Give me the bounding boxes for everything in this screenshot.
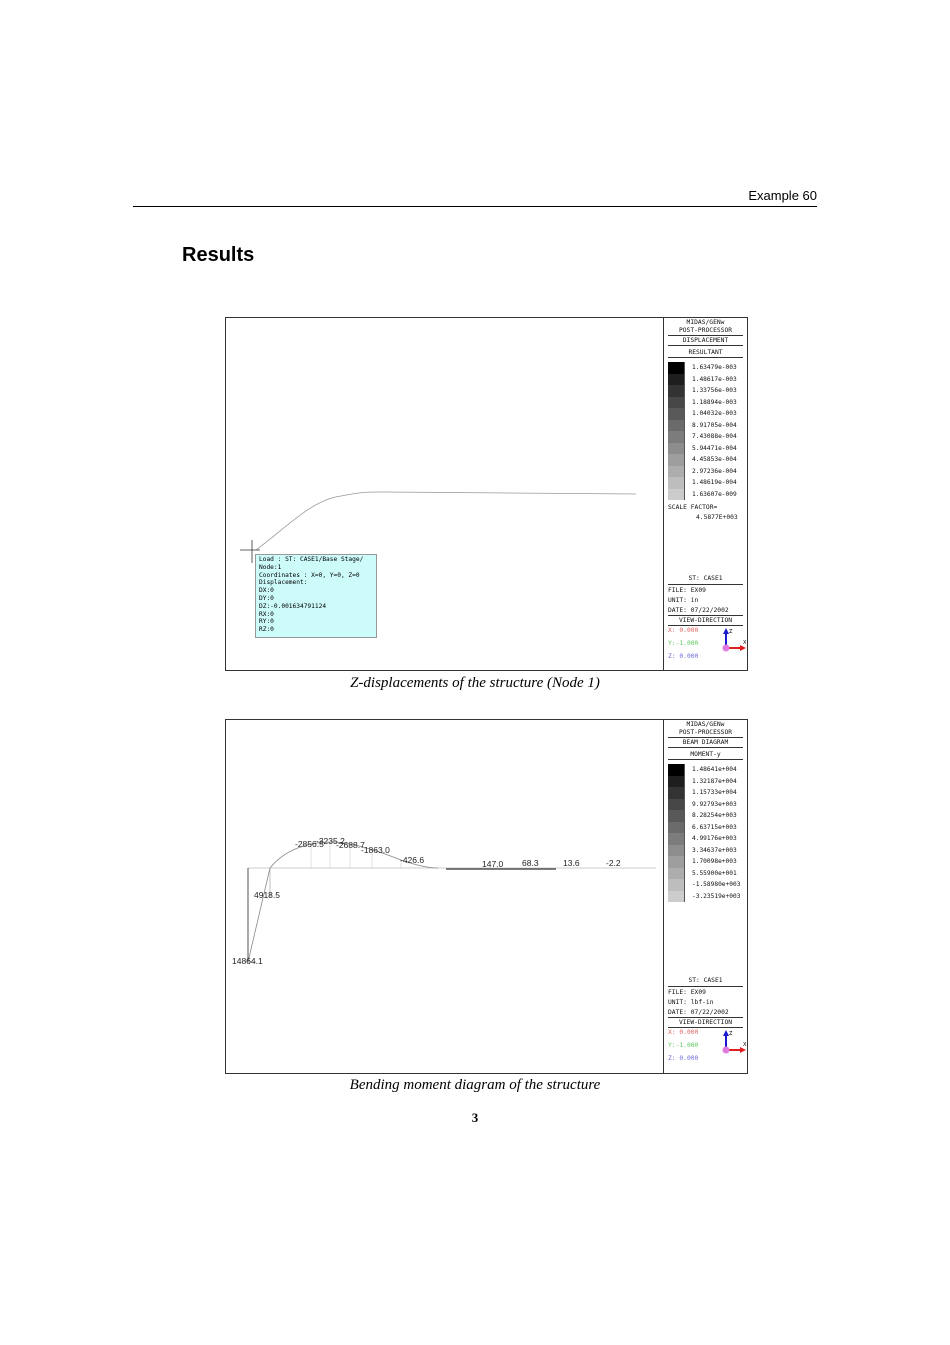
panel-rule [668, 737, 743, 738]
program-module: POST-PROCESSOR [678, 729, 733, 736]
legend-row [668, 431, 746, 443]
program-module: POST-PROCESSOR [678, 327, 733, 334]
legend-swatch [668, 845, 685, 857]
legend-row [668, 477, 746, 489]
deformed-shape-curve [256, 492, 636, 550]
moment-label: 4918.5 [254, 890, 280, 900]
moment-label: 68.3 [522, 858, 539, 868]
legend-value: 1.63479e-003 [692, 364, 737, 371]
result-type: DISPLACEMENT [682, 337, 729, 344]
legend-value: 1.48617e-003 [692, 375, 737, 383]
tooltip-line: RY:0 [259, 618, 274, 626]
result-legend-panel [663, 318, 747, 670]
legend-swatch [668, 385, 685, 397]
stage-label: ST: CASE1 [688, 977, 723, 984]
legend-swatch [668, 787, 685, 799]
legend-swatch [668, 833, 685, 845]
view-z: Z: 0.000 [668, 1055, 699, 1062]
legend-value: 6.63715e+003 [692, 823, 737, 831]
panel-rule [668, 584, 743, 585]
legend-row [668, 397, 746, 409]
legend-swatch [668, 891, 685, 903]
legend-swatch [668, 810, 685, 822]
panel-rule [668, 357, 743, 358]
file-label: FILE: EX09 [668, 587, 706, 594]
legend-value: 8.28254e+003 [692, 812, 737, 819]
axis-triad-icon [720, 1028, 748, 1056]
unit-label: UNIT: lbf-in [668, 999, 714, 1006]
legend-row [668, 799, 746, 811]
panel-rule [668, 986, 743, 987]
legend-value: 5.55900e+001 [692, 869, 737, 877]
legend-value: 8.91705e-004 [692, 421, 737, 429]
axis-triad-icon [720, 626, 748, 654]
legend-value: 9.92793e+003 [692, 800, 737, 808]
view-x: X: 0.000 [668, 627, 699, 634]
result-component: MOMENT-y [690, 751, 721, 758]
legend-value: -1.58980e+003 [692, 881, 741, 888]
moment-label: -1863.0 [361, 845, 390, 855]
legend-value: 1.33756e-003 [692, 387, 737, 394]
moment-label: 13.6 [563, 858, 580, 868]
result-legend-panel [663, 720, 747, 1073]
date-label: DATE: 07/22/2002 [668, 607, 729, 614]
view-y: Y:-1.000 [668, 1042, 699, 1049]
moment-label: 147.0 [482, 859, 504, 869]
panel-rule [668, 615, 743, 616]
legend-swatch [668, 477, 685, 489]
result-type: BEAM DIAGRAM [682, 739, 729, 746]
section-title: Results [182, 244, 255, 266]
legend-swatch [668, 454, 685, 466]
view-x: X: 0.000 [668, 1029, 699, 1036]
tooltip-line: Load : ST: CASE1/Base Stage/ [259, 556, 364, 563]
axis-letter-z: Z [729, 629, 733, 635]
legend-row [668, 443, 746, 455]
view-y: Y:-1.000 [668, 640, 699, 647]
unit-label: UNIT: in [668, 597, 699, 604]
legend-row [668, 420, 746, 432]
legend-value: 1.04032e-003 [692, 410, 737, 417]
legend-row [668, 408, 746, 420]
panel-rule [668, 345, 743, 346]
running-header: Example 60 [748, 188, 817, 203]
legend-row [668, 374, 746, 386]
tooltip-line: RX:0 [259, 610, 274, 618]
legend-value: 4.99176e+003 [692, 835, 737, 842]
view-direction-label: VIEW-DIRECTION [678, 617, 733, 624]
moment-outline-column [248, 868, 270, 962]
panel-rule [668, 759, 743, 760]
program-name: MIDAS/GENw [686, 319, 725, 326]
scale-factor-value: 4.5877E+003 [696, 514, 738, 521]
tooltip-line: DY:0 [259, 594, 274, 602]
legend-swatch [668, 431, 685, 443]
legend-swatch [668, 868, 685, 880]
legend-value: 1.32187e+004 [692, 777, 737, 785]
date-label: DATE: 07/22/2002 [668, 1009, 729, 1016]
tooltip-line: RZ:0 [259, 626, 274, 634]
moment-diagram-plot [226, 720, 663, 1073]
figure2-caption: Bending moment diagram of the structure [349, 1077, 601, 1093]
panel-rule [668, 1017, 743, 1018]
moment-label: -3235.2 [316, 836, 345, 846]
tooltip-line: DZ:-0.001634791124 [259, 602, 327, 610]
displacement-figure [225, 317, 748, 671]
node-info-tooltip [255, 554, 377, 638]
legend-swatch [668, 408, 685, 420]
result-component: RESULTANT [688, 349, 723, 356]
legend-row [668, 385, 746, 397]
legend-swatch [668, 776, 685, 788]
axis-letter-x: X [743, 640, 747, 646]
moment-label: -426.6 [400, 855, 425, 865]
legend-swatch [668, 443, 685, 455]
scale-factor-label: SCALE FACTOR= [668, 504, 718, 511]
legend-value: 1.70098e+003 [692, 858, 737, 865]
figure1-caption: Z-displacements of the structure (Node 1) [350, 675, 600, 691]
header-rule [133, 206, 817, 207]
legend-value: 1.18894e-003 [692, 398, 737, 406]
stage-label: ST: CASE1 [688, 575, 723, 582]
legend-row [668, 856, 746, 868]
view-direction-label: VIEW-DIRECTION [678, 1019, 733, 1026]
legend-swatch [668, 879, 685, 891]
moment-figure [225, 719, 748, 1074]
moment-label: 14864.1 [232, 956, 263, 966]
legend-row [668, 822, 746, 834]
legend-swatch [668, 799, 685, 811]
moment-label: -2688.7 [336, 840, 365, 850]
tooltip-line: DX:0 [259, 587, 274, 595]
legend-value: 2.97236e-004 [692, 467, 737, 475]
legend-value: 1.63607e-009 [692, 490, 737, 498]
legend-row [668, 868, 746, 880]
legend-row [668, 810, 746, 822]
legend-value: 1.48619e-004 [692, 479, 737, 486]
legend-value: 4.45853e-004 [692, 456, 737, 463]
axis-letter-x: X [743, 1042, 747, 1048]
legend-swatch [668, 489, 685, 501]
legend-value: 7.43088e-004 [692, 433, 737, 440]
tooltip-line: Coordinates : X=0, Y=0, Z=0 [259, 571, 360, 579]
moment-label: -2.2 [606, 858, 621, 868]
program-name: MIDAS/GENw [686, 721, 725, 728]
legend-swatch [668, 466, 685, 478]
legend-swatch [668, 374, 685, 386]
axis-letter-z: Z [729, 1031, 733, 1037]
panel-rule [668, 747, 743, 748]
moment-label: -2856.5 [295, 839, 324, 849]
legend-row [668, 362, 746, 374]
legend-swatch [668, 420, 685, 432]
legend-swatch [668, 856, 685, 868]
legend-swatch [668, 822, 685, 834]
legend-row [668, 489, 746, 501]
legend-value: 1.48641e+004 [692, 766, 737, 773]
legend-row [668, 764, 746, 776]
panel-rule [668, 335, 743, 336]
legend-value: -3.23519e+003 [692, 892, 741, 900]
legend-row [668, 879, 746, 891]
tooltip-line: Displacement: [259, 579, 308, 587]
legend-row [668, 891, 746, 903]
legend-row [668, 787, 746, 799]
legend-row [668, 833, 746, 845]
legend-row [668, 845, 746, 857]
legend-swatch [668, 764, 685, 776]
legend-swatch [668, 362, 685, 374]
legend-row [668, 454, 746, 466]
tooltip-line: Node:1 [259, 563, 282, 571]
view-z: Z: 0.000 [668, 653, 699, 660]
legend-value: 5.94471e-004 [692, 444, 737, 452]
legend-value: 3.34637e+003 [692, 846, 737, 854]
legend-swatch [668, 397, 685, 409]
page-number: 3 [471, 1110, 479, 1125]
legend-row [668, 466, 746, 478]
file-label: FILE: EX09 [668, 989, 706, 996]
legend-value: 1.15733e+004 [692, 789, 737, 796]
legend-row [668, 776, 746, 788]
